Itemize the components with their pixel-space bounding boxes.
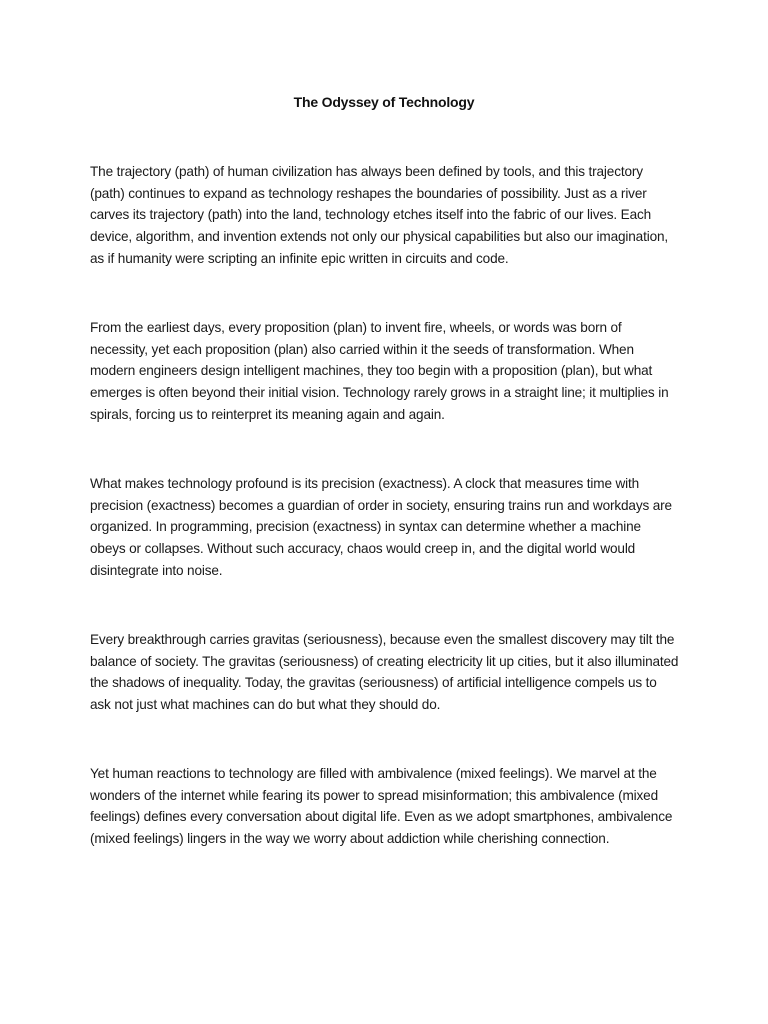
paragraph-1: The trajectory (path) of human civilization has always been defined by tools, and this trajectory (path) continues to expand as technology reshapes the boundaries of possibility. Just as a river carves its trajectory (path) into the land, technology etches itself into the fabric of our lives. Each device, algorithm, and invention extends not only our physical capabilities but also our imagination, as if humanity were scripting an infinite epic written in circuits and code. xyxy=(90,164,669,266)
paragraph-4: Every breakthrough carries gravitas (seriousness), because even the smallest discovery may tilt the balance of society. The gravitas (seriousness) of creating electricity lit up cities, but it also illuminated the shadows of inequality. Today, the gravitas (seriousness) of artificial intelligence compels us to ask not just what machines can do but what they should do. xyxy=(90,632,679,713)
paragraph-3: What makes technology profound is its precision (exactness). A clock that measures time with precision (exactness) becomes a guardian of order in society, ensuring trains run and workdays are organized. In programming, precision (exactness) in syntax can determine whether a machine obeys or collapses. Without such accuracy, chaos would creep in, and the digital world would disintegrate into noise. xyxy=(90,476,672,578)
paragraph-2: From the earliest days, every proposition (plan) to invent fire, wheels, or words was born of necessity, yet each proposition (plan) also carried within it the seeds of transformation. When modern engineers design intelligent machines, they too begin with a proposition (plan), but what emerges is often beyond their initial vision. Technology rarely grows in a straight line; it multiplies in spirals, forcing us to reinterpret its meaning again and again. xyxy=(90,320,669,422)
paragraph-5: Yet human reactions to technology are filled with ambivalence (mixed feelings). We marvel at the wonders of the internet while fearing its power to spread misinformation; this ambivalence (mixed feelings) defines every conversation about digital life. Even as we adopt smartphones, ambivalence (mixed feelings) lingers in the way we worry about addiction while cherishing connection. xyxy=(90,766,673,847)
document-title: The Odyssey of Technology xyxy=(293,94,475,110)
